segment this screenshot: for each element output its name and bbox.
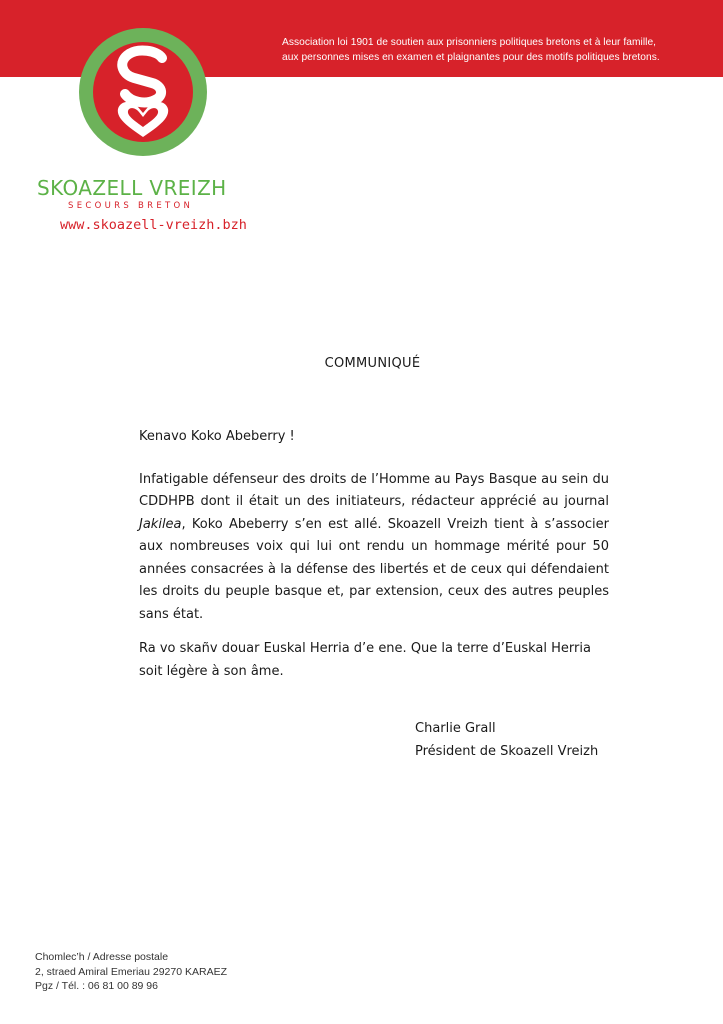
document-title: COMMUNIQUÉ [324, 356, 421, 371]
address-street: 2, straed Amiral Emeriau 29270 KARAEZ [35, 965, 228, 978]
document-body [139, 426, 609, 683]
association-tagline [282, 35, 707, 65]
paragraph-1-part-b: , Koko Abeberry s’en est allé. Skoazell Vreizh tient à s’associer aux nombreuses voix qui lui ont rendu un hommage mérité pour 50 années consacrées à la défense des libertés et de ceux qui défendaient les droits du peuple basque et, par extension, ceux des autres peuples sans état. [139, 516, 609, 622]
tagline-line-2: aux personnes mises en examen et plaignantes pour des motifs politiques bretons. [282, 52, 660, 63]
phone-number: Pgz / Tél. : 06 81 00 89 96 [35, 980, 158, 992]
signature [415, 718, 598, 763]
paragraph-1 [139, 469, 609, 627]
signature-title: Président de Skoazell Vreizh [415, 743, 599, 759]
address-label: Chomlec’h / Adresse postale [35, 951, 169, 963]
paragraph-2: Ra vo skañv douar Euskal Herria d’e ene. Que la terre d’Euskal Herria soit légère à son âme. [139, 641, 591, 679]
greeting: Kenavo Koko Abeberry ! [139, 429, 295, 444]
journal-name: Jakilea [139, 516, 182, 532]
brand-subtitle: SECOURS BRETON [68, 201, 194, 211]
paragraph-1-part-a: Infatigable défenseur des droits de l’Homme au Pays Basque au sein du CDDHPB dont il était un des initiateurs, rédacteur apprécié au journal [139, 471, 609, 509]
tagline-line-1: Association loi 1901 de soutien aux prisonniers politiques bretons et à leur famille, [282, 37, 657, 48]
signature-name: Charlie Grall [415, 721, 496, 736]
skoazell-logo [78, 27, 208, 157]
website-link[interactable]: www.skoazell-vreizh.bzh [60, 217, 247, 233]
postal-address [35, 950, 227, 994]
brand-name: SKOAZELL VREIZH [37, 176, 227, 200]
